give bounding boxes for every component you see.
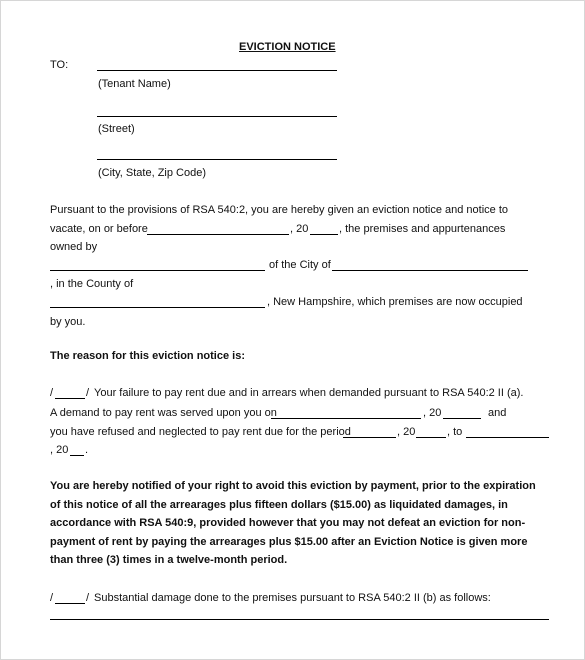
demand-year-line[interactable] bbox=[443, 418, 481, 419]
reason-b-check-line[interactable] bbox=[55, 603, 85, 604]
reason-a-line2-a: A demand to pay rent was served upon you on bbox=[50, 407, 277, 419]
damage-description-line[interactable] bbox=[50, 619, 549, 620]
reason-b-marker-end: / bbox=[86, 592, 90, 604]
to-label: TO: bbox=[50, 59, 69, 71]
bold-notice-line5: than three (3) times in a twelve-month period. bbox=[50, 554, 288, 566]
reason-a-marker-end: / bbox=[86, 387, 90, 399]
para1-line2-a: vacate, on or before bbox=[50, 223, 148, 235]
reason-heading: The reason for this eviction notice is: bbox=[50, 350, 245, 362]
city-state-zip-line[interactable] bbox=[97, 159, 337, 160]
reason-a-line1: Your failure to pay rent due and in arrears when demanded pursuant to RSA 540:2 II (a). bbox=[94, 387, 524, 399]
period-start-line[interactable] bbox=[343, 437, 396, 438]
tenant-name-label: (Tenant Name) bbox=[98, 78, 171, 90]
reason-a-line3-b: , 20 bbox=[397, 426, 416, 438]
tenant-name-line[interactable] bbox=[97, 70, 337, 71]
para1-line7: by you. bbox=[50, 316, 86, 328]
period-end-line[interactable] bbox=[466, 437, 549, 438]
reason-a-marker-start: / bbox=[50, 387, 54, 399]
bold-notice-line2: of this notice of all the arrearages plus fifteen dollars ($15.00) as liquidated damages, in bbox=[50, 499, 508, 511]
reason-a-check-line[interactable] bbox=[55, 398, 85, 399]
para1-line4: of the City of bbox=[269, 259, 331, 271]
vacate-date-line[interactable] bbox=[147, 234, 289, 235]
reason-a-line4: , 20 bbox=[50, 444, 69, 456]
street-line[interactable] bbox=[97, 116, 337, 117]
reason-b-line1: Substantial damage done to the premises pursuant to RSA 540:2 II (b) as follows: bbox=[94, 592, 491, 604]
street-label: (Street) bbox=[98, 123, 135, 135]
bold-notice-line3: accordance with RSA 540:9, provided however that you may not defeat an eviction for non- bbox=[50, 517, 526, 529]
reason-a-line3-c: , to bbox=[447, 426, 463, 438]
demand-date-line[interactable] bbox=[271, 418, 421, 419]
city-state-zip-label: (City, State, Zip Code) bbox=[98, 167, 206, 179]
para1-line6: , New Hampshire, which premises are now occupied bbox=[267, 296, 523, 308]
reason-b-marker-start: / bbox=[50, 592, 54, 604]
para1-line2-b: , 20 bbox=[290, 223, 309, 235]
para1-line5: , in the County of bbox=[50, 278, 134, 290]
reason-a-line2-b: , 20 bbox=[423, 407, 442, 419]
reason-a-line4-end: . bbox=[85, 444, 89, 456]
county-line[interactable] bbox=[50, 307, 265, 308]
vacate-year-line[interactable] bbox=[310, 234, 338, 235]
bold-notice-line4: payment of rent by paying the arrearages plus $15.00 after an Eviction Notice is given more bbox=[50, 536, 528, 548]
para1-line1: Pursuant to the provisions of RSA 540:2, you are hereby given an eviction notice and notice to bbox=[50, 204, 509, 216]
notice-title: EVICTION NOTICE bbox=[239, 41, 336, 53]
reason-a-line3-a: you have refused and neglected to pay rent due for the period bbox=[50, 426, 351, 438]
city-line[interactable] bbox=[332, 270, 528, 271]
period-end-year-line[interactable] bbox=[70, 455, 84, 456]
para1-line3: owned by bbox=[50, 241, 98, 253]
owner-line[interactable] bbox=[50, 270, 265, 271]
reason-a-line2-c: and bbox=[488, 407, 507, 419]
period-start-year-line[interactable] bbox=[416, 437, 446, 438]
bold-notice-line1: You are hereby notified of your right to avoid this eviction by payment, prior to the expiration bbox=[50, 480, 536, 492]
para1-line2-c: , the premises and appurtenances bbox=[339, 223, 506, 235]
